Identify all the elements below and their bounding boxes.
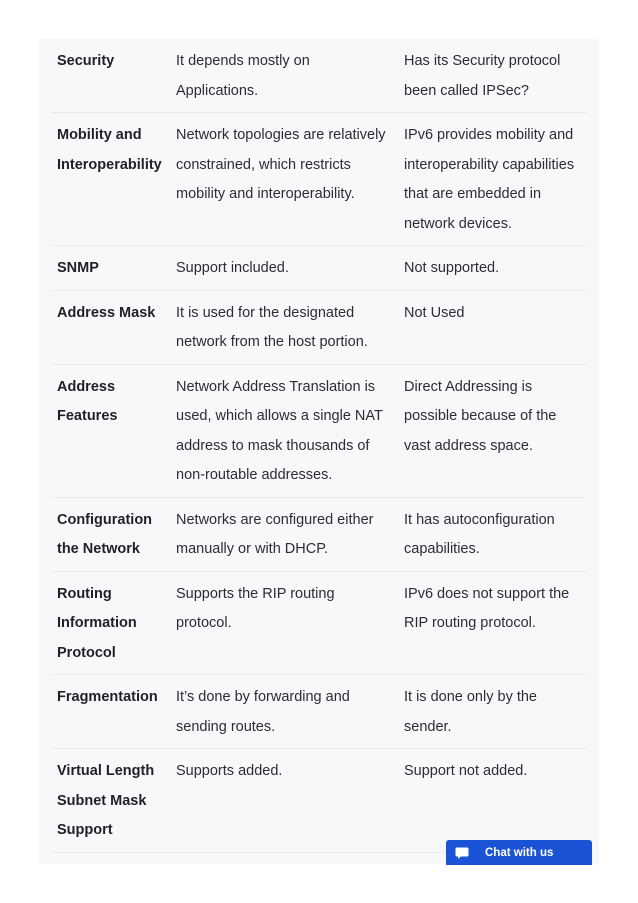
table-row — [51, 246, 587, 291]
feature-cell: Configuration the Network — [51, 497, 170, 571]
feature-cell: Mobility and Interoperability — [51, 113, 170, 246]
ipv6-cell: Has its Security protocol been called IPSec? — [398, 39, 587, 113]
ipv4-cell: Network topologies are relatively constrained, which restricts mobility and interoperability. — [170, 113, 398, 246]
feature-cell: SNMP — [51, 246, 170, 291]
chat-bubble-icon — [455, 846, 469, 860]
feature-cell: Address Mask — [51, 290, 170, 364]
table-row — [51, 497, 587, 571]
table-row — [51, 571, 587, 675]
comparison-table — [51, 39, 587, 853]
feature-cell: Virtual Length Subnet Mask Support — [51, 749, 170, 853]
feature-cell: Security — [51, 39, 170, 113]
chat-with-us-button[interactable] — [446, 840, 592, 865]
ipv6-cell: Support not added. — [398, 749, 587, 853]
ipv4-cell: Supports the RIP routing protocol. — [170, 571, 398, 675]
ipv6-cell: It is done only by the sender. — [398, 675, 587, 749]
ipv6-cell: Not Used — [398, 290, 587, 364]
ipv4-cell: Network Address Translation is used, which allows a single NAT address to mask thousands of non-routable addresses. — [170, 364, 398, 497]
ipv6-cell: Direct Addressing is possible because of the vast address space. — [398, 364, 587, 497]
ipv4-cell: It’s done by forwarding and sending routes. — [170, 675, 398, 749]
ipv4-cell: Supports added. — [170, 749, 398, 853]
ipv4-cell: Support included. — [170, 246, 398, 291]
ipv4-cell: It depends mostly on Applications. — [170, 39, 398, 113]
feature-cell: Address Features — [51, 364, 170, 497]
ipv4-cell: Networks are configured either manually or with DHCP. — [170, 497, 398, 571]
feature-cell: Routing Information Protocol — [51, 571, 170, 675]
ipv6-cell: Not supported. — [398, 246, 587, 291]
table-row — [51, 675, 587, 749]
table-row — [51, 113, 587, 246]
table-row — [51, 39, 587, 113]
table-row — [51, 364, 587, 497]
table-row — [51, 290, 587, 364]
ipv6-cell: IPv6 provides mobility and interoperability capabilities that are embedded in network devices. — [398, 113, 587, 246]
feature-cell: Fragmentation — [51, 675, 170, 749]
ipv4-cell: It is used for the designated network from the host portion. — [170, 290, 398, 364]
comparison-card — [39, 39, 599, 864]
ipv6-cell: It has autoconfiguration capabilities. — [398, 497, 587, 571]
table-row — [51, 749, 587, 853]
chat-label: Chat with us — [485, 846, 554, 859]
ipv6-cell: IPv6 does not support the RIP routing protocol. — [398, 571, 587, 675]
